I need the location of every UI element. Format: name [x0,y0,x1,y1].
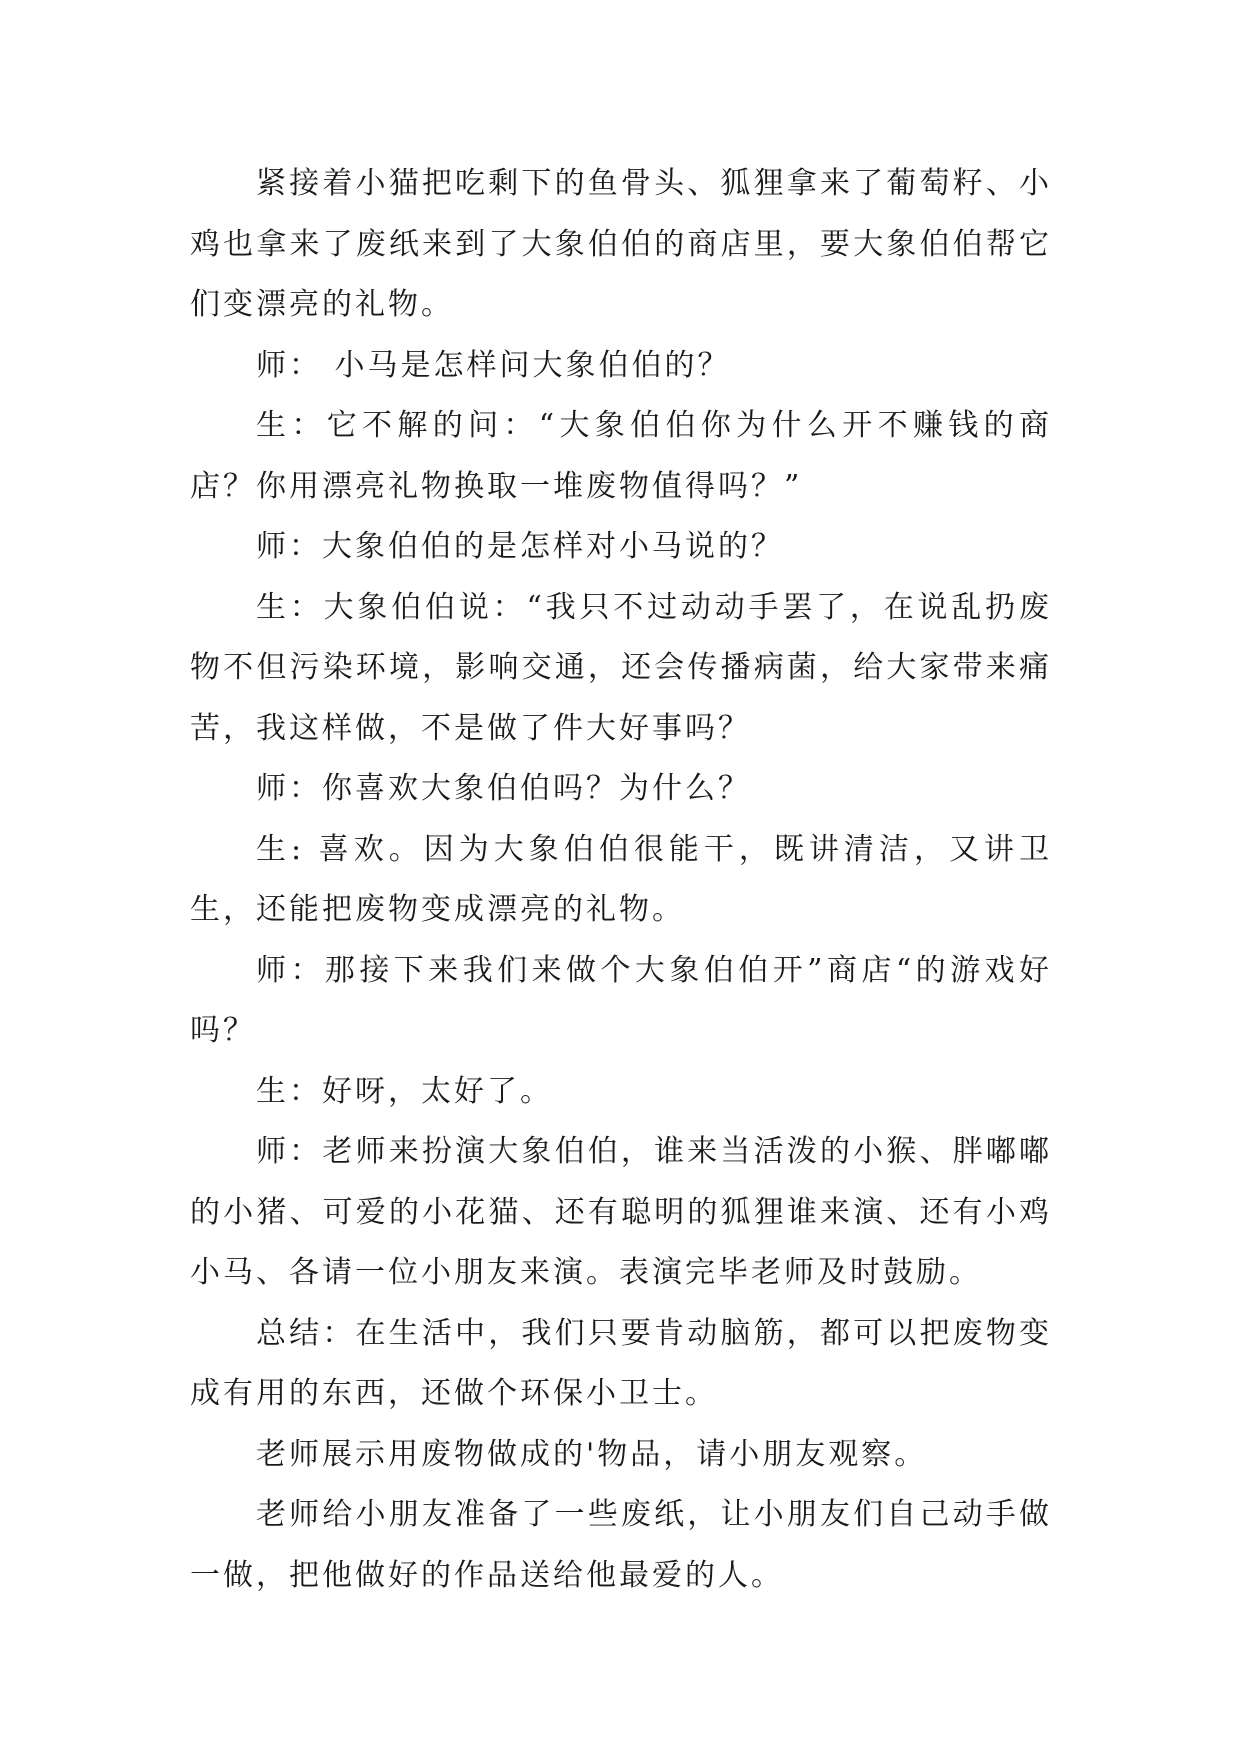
document-body [190,154,1052,1606]
paragraph-teacher-activity: 老师给小朋友准备了一些废纸，让小朋友们自己动手做一做，把他做好的作品送给他最爱的人。 [190,1497,1052,1593]
paragraph-student-answer-3: 生: 喜欢。因为大象伯伯很能干，既讲清洁，又讲卫生，还能把废物变成漂亮的礼物。 [190,831,1052,927]
paragraph-story: 紧接着小猫把吃剩下的鱼骨头、狐狸拿来了葡萄籽、小鸡也拿来了废纸来到了大象伯伯的商店里，要大象伯伯帮它们变漂亮的礼物。 [190,166,1052,322]
paragraph-teacher-question-2: 师：大象伯伯的是怎样对小马说的？ [256,529,784,564]
paragraph-summary: 总结：在生活中，我们只要肯动脑筋，都可以把废物变成有用的东西，还做个环保小卫士。 [190,1315,1052,1411]
paragraph-teacher-question-4: 师：那接下来我们来做个大象伯伯开”商店“的游戏好吗？ [190,952,1052,1048]
paragraph-student-answer-1: 生：它不解的问：“大象伯伯你为什么开不赚钱的商店？你用漂亮礼物换取一堆废物值得吗？” [190,408,1052,504]
paragraph-teacher-question-3: 师：你喜欢大象伯伯吗？为什么？ [256,771,751,806]
paragraph-teacher-display: 老师展示用废物做成的'物品，请小朋友观察。 [256,1436,928,1472]
paragraph-student-answer-2: 生：大象伯伯说：“我只不过动动手罢了，在说乱扔废物不但污染环境，影响交通，还会传播病菌，给大家带来痛苦，我这样做，不是做了件大好事吗？ [190,589,1052,746]
paragraph-teacher-roleplay: 师：老师来扮演大象伯伯，谁来当活泼的小猴、胖嘟嘟的小猪、可爱的小花猫、还有聪明的狐狸谁来演、还有小鸡小马、各请一位小朋友来演。表演完毕老师及时鼓励。 [190,1134,1052,1290]
paragraph-teacher-question-1: 师： 小马是怎样问大象伯伯的？ [256,347,731,383]
paragraph-student-answer-4: 生：好呀，太好了。 [256,1073,553,1109]
